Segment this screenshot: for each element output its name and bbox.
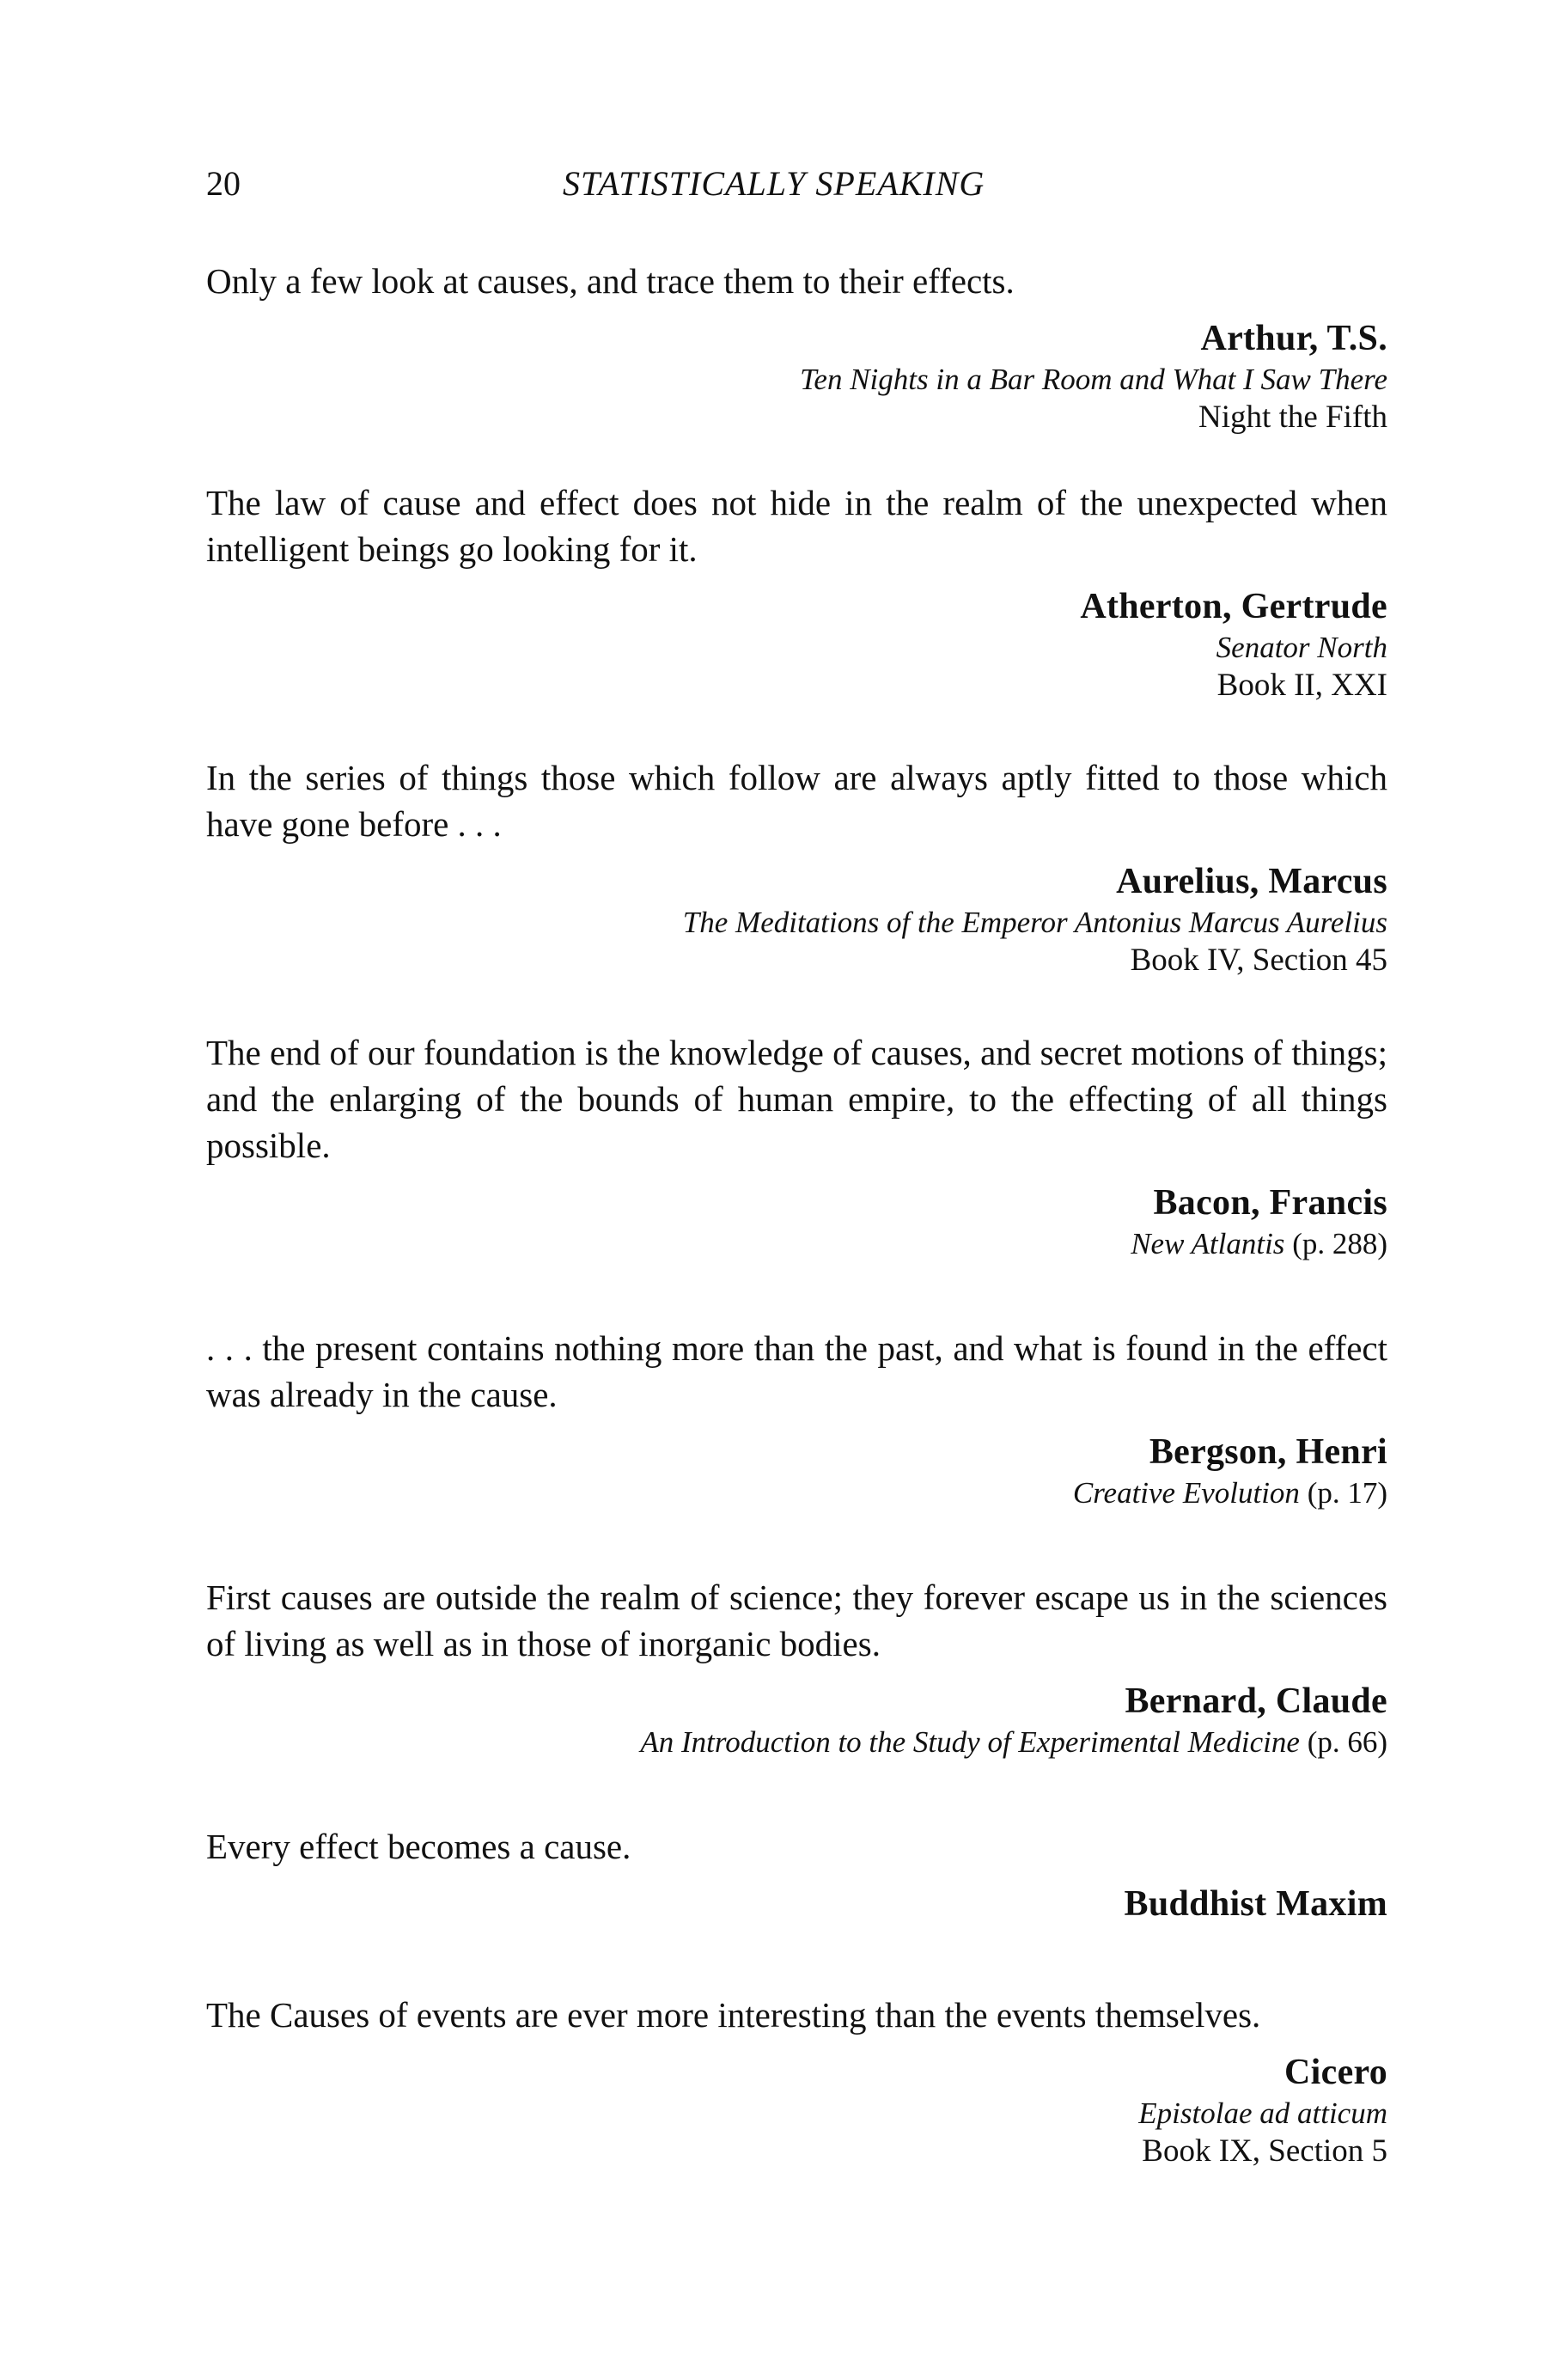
quote-text: In the series of things those which follow are always aptly fitted to those which have gone before . . . xyxy=(206,758,1387,844)
quote-location: Book II, XXI xyxy=(1216,668,1387,703)
quote-author: Arthur, T.S. xyxy=(1200,319,1387,358)
quote-text: Only a few look at causes, and trace them to their effects. xyxy=(206,261,1015,301)
quote-entry xyxy=(206,1574,1387,1761)
quote-location: Book IX, Section 5 xyxy=(1142,2133,1387,2169)
quote-work: The Meditations of the Emperor Antonius Marcus Aurelius xyxy=(682,906,1387,939)
quote-work-line xyxy=(206,1225,1387,1263)
quote-entry xyxy=(206,479,1387,705)
quote-author: Buddhist Maxim xyxy=(1124,1884,1387,1924)
quote-entry xyxy=(206,1029,1387,1263)
quote-author: Aurelius, Marcus xyxy=(1116,862,1387,901)
quote-author: Bacon, Francis xyxy=(1153,1183,1387,1223)
attribution xyxy=(206,584,1387,705)
attribution xyxy=(206,1882,1387,1926)
quote-text: . . . the present contains nothing more than the past, and what is found in the effect was already in the cause. xyxy=(206,1328,1387,1414)
attribution xyxy=(206,2050,1387,2170)
attribution xyxy=(206,1430,1387,1512)
quote-work-line xyxy=(206,1474,1387,1512)
attribution xyxy=(206,1181,1387,1263)
quote-page: (p. 288) xyxy=(1292,1227,1387,1260)
quote-work-line xyxy=(206,1724,1387,1761)
quote-work: New Atlantis xyxy=(1131,1227,1285,1260)
quote-location: Night the Fifth xyxy=(1198,400,1387,435)
quote-work: Epistolae ad atticum xyxy=(1138,2096,1387,2130)
quote-page: (p. 17) xyxy=(1307,1476,1387,1510)
quote-author: Bernard, Claude xyxy=(1125,1681,1387,1721)
quote-entry xyxy=(206,1823,1387,1926)
quote-text: Every effect becomes a cause. xyxy=(206,1827,631,1866)
quote-entry xyxy=(206,1992,1387,2170)
quote-work: Senator North xyxy=(1216,631,1387,664)
attribution xyxy=(206,1679,1387,1761)
quote-author: Atherton, Gertrude xyxy=(1080,587,1387,626)
quote-text: The law of cause and effect does not hide in the realm of the unexpected when intelligent beings go looking for it. xyxy=(206,483,1387,569)
quote-entry xyxy=(206,1325,1387,1512)
quote-work: Ten Nights in a Bar Room and What I Saw There xyxy=(800,363,1387,396)
quote-location: Book IV, Section 45 xyxy=(1130,943,1387,978)
quote-entry xyxy=(206,754,1387,979)
quote-text: The end of our foundation is the knowledge of causes, and secret motions of things; and the enlarging of the bounds of human empire, to the effecting of all things possible. xyxy=(206,1033,1387,1165)
quote-work: An Introduction to the Study of Experimental Medicine xyxy=(640,1725,1300,1759)
attribution xyxy=(206,316,1387,436)
quote-entry xyxy=(206,258,1387,436)
running-title: STATISTICALLY SPEAKING xyxy=(563,164,985,203)
attribution xyxy=(206,859,1387,979)
quote-author: Bergson, Henri xyxy=(1149,1432,1387,1472)
quote-work: Creative Evolution xyxy=(1072,1476,1300,1510)
page-number: 20 xyxy=(206,164,241,203)
quote-text: First causes are outside the realm of science; they forever escape us in the sciences of living as well as in those of inorganic bodies. xyxy=(206,1578,1387,1663)
quote-text: The Causes of events are ever more interesting than the events themselves. xyxy=(206,1995,1261,2035)
quote-page: (p. 66) xyxy=(1307,1725,1387,1759)
running-head xyxy=(206,163,1392,215)
quotation-list xyxy=(206,258,1387,2170)
quote-author: Cicero xyxy=(1284,2053,1387,2092)
